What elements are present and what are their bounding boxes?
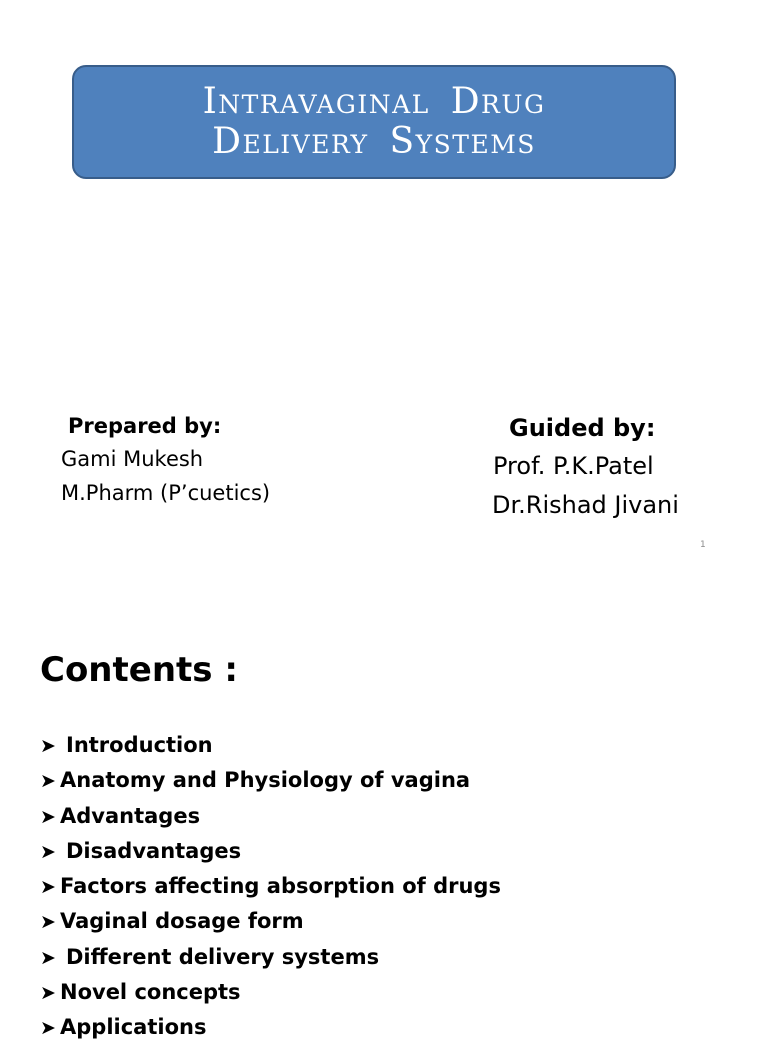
list-item — [40, 1010, 501, 1045]
title-line-1: Intravaginal Drug — [202, 81, 546, 122]
title-line-2: Delivery Systems — [212, 121, 536, 162]
list-item-label: Introduction — [66, 733, 213, 757]
contents-heading: Contents : — [40, 650, 238, 690]
list-item-label: Anatomy and Physiology of vagina — [60, 768, 471, 793]
list-item-label: Novel concepts — [60, 980, 241, 1005]
list-item — [40, 834, 501, 869]
slide-number: 1 — [700, 540, 706, 550]
list-item — [40, 728, 501, 763]
arrow-bullet-icon: ➤ — [40, 982, 56, 1005]
title-banner — [72, 65, 676, 179]
list-item-label: Applications — [60, 1015, 207, 1040]
list-item-label: Disadvantages — [66, 838, 242, 863]
arrow-bullet-icon: ➤ — [40, 1017, 56, 1040]
arrow-bullet-icon: ➤ — [40, 911, 56, 934]
list-item — [40, 904, 501, 939]
list-item — [40, 940, 501, 975]
contents-list — [40, 728, 501, 1046]
arrow-bullet-icon: ➤ — [40, 805, 56, 828]
contents-slide — [0, 620, 768, 1040]
list-item-label: Different delivery systems — [66, 944, 380, 969]
arrow-bullet-icon: ➤ — [40, 770, 56, 793]
list-item — [40, 869, 501, 904]
arrow-bullet-icon: ➤ — [40, 735, 56, 757]
author-degree: M.Pharm (P’cuetics) — [61, 481, 271, 505]
guide-name-2: Dr.Rishad Jivani — [492, 491, 679, 519]
list-item — [40, 763, 501, 798]
list-item — [40, 975, 501, 1010]
list-item-label: Advantages — [60, 803, 201, 828]
list-item-label: Vaginal dosage form — [60, 909, 304, 934]
arrow-bullet-icon: ➤ — [40, 946, 56, 969]
prepared-by-heading: Prepared by: — [68, 414, 222, 438]
arrow-bullet-icon: ➤ — [40, 840, 56, 863]
guided-by-heading: Guided by: — [509, 414, 656, 442]
guide-name-1: Prof. P.K.Patel — [493, 452, 654, 480]
list-item-label: Factors affecting absorption of drugs — [60, 874, 501, 899]
author-name: Gami Mukesh — [61, 447, 204, 471]
arrow-bullet-icon: ➤ — [40, 876, 56, 899]
list-item — [40, 799, 501, 834]
